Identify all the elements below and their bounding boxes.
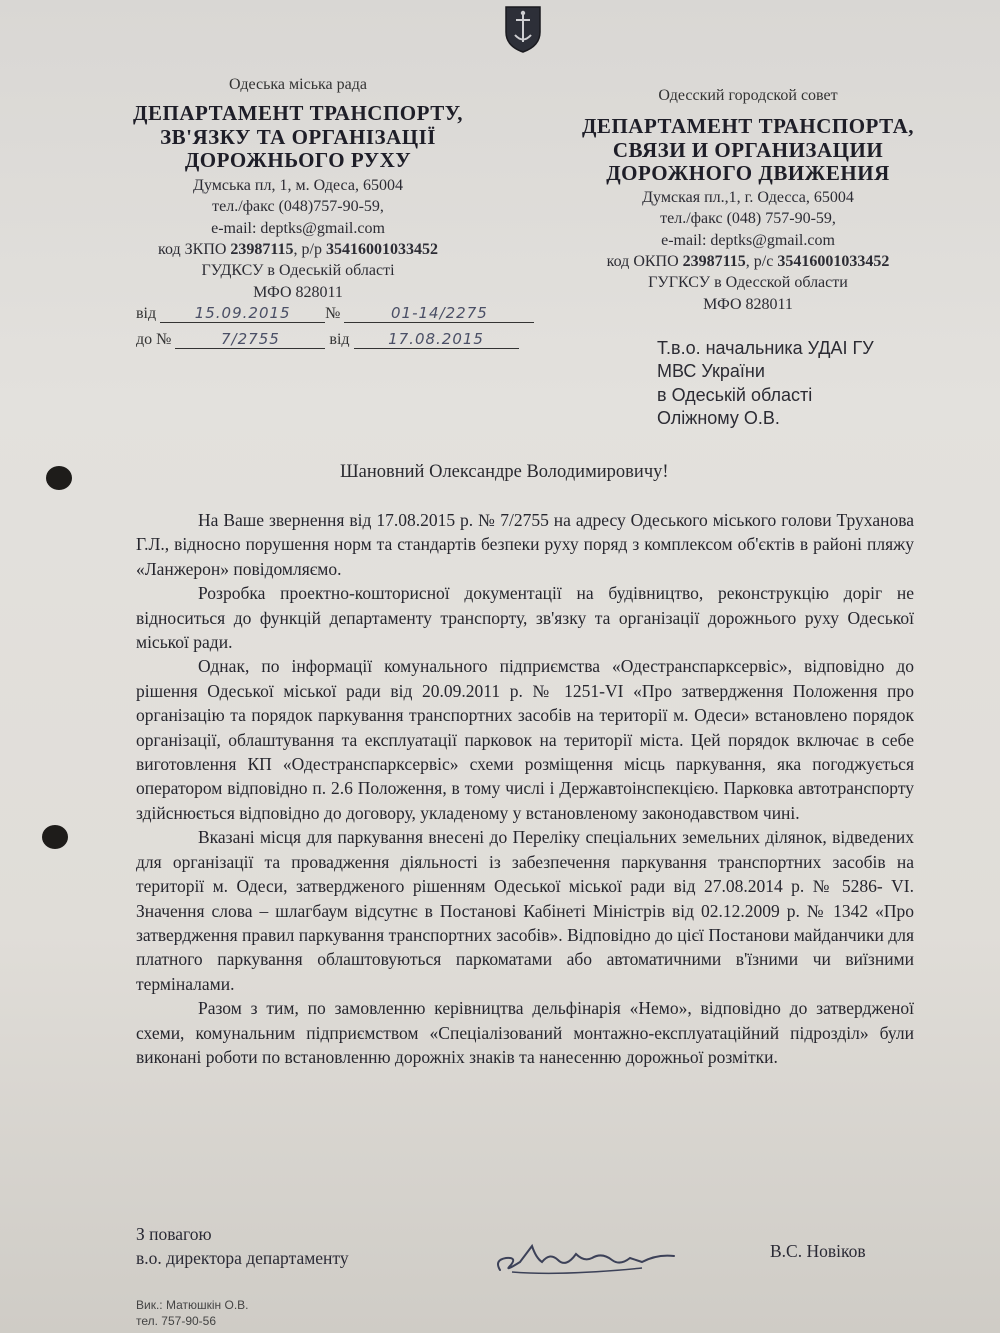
header-right bbox=[568, 86, 928, 315]
mfo: МФО 828011 bbox=[703, 295, 793, 313]
bank-codes: код ОКПО 23987115, р/с 35416001033452 bbox=[606, 253, 890, 271]
signer-position: в.о. директора департаменту bbox=[136, 1248, 349, 1268]
department-name-uk: ДЕПАРТАМЕНТ ТРАНСПОРТУ, ЗВ'ЯЗКУ ТА ОРГАНІЗАЦІЇ ДОРОЖНЬОГО РУХУ bbox=[133, 101, 463, 173]
punch-hole-bottom bbox=[42, 825, 68, 849]
incoming-reference: до № 7/2755 від 17.08.2015 bbox=[136, 330, 519, 349]
mfo: МФО 828011 bbox=[253, 283, 343, 301]
outgoing-reference: від 15.09.2015 № 01-14/2275 bbox=[136, 304, 534, 323]
header-left bbox=[110, 75, 486, 303]
council-name-uk: Одеська міська рада bbox=[229, 76, 367, 93]
odesa-coat-of-arms-icon bbox=[503, 4, 543, 54]
phone: тел./факс (048)757-90-59, bbox=[212, 198, 384, 216]
handwritten-signature bbox=[492, 1232, 682, 1282]
phone: тел./факс (048) 757-90-59, bbox=[660, 210, 836, 228]
email: e-mail: deptks@gmail.com bbox=[661, 231, 835, 249]
address: Думская пл.,1, г. Одесса, 65004 bbox=[642, 188, 854, 206]
department-name-ru: ДЕПАРТАМЕНТ ТРАНСПОРТА, СВЯЗИ И ОРГАНИЗАЦИИ ДОРОЖНОГО ДВИЖЕНИЯ bbox=[581, 114, 915, 186]
closing-block bbox=[136, 1222, 349, 1270]
outgoing-date-handwritten: 15.09.2015 bbox=[160, 304, 325, 323]
address: Думська пл, 1, м. Одеса, 65004 bbox=[193, 176, 403, 194]
contacts-ru bbox=[568, 187, 928, 316]
executor-name: Вик.: Матюшкін О.В. bbox=[136, 1298, 249, 1312]
paragraph: Розробка проектно-кошторисної документації на будівництво, реконструкцію доріг не відноситься до функцій департаменту транспорту, зв'язку та організації дорожнього руху Одеської міської ради. bbox=[136, 583, 914, 653]
paragraph: Однак, по інформації комунального підприємства «Одестранспарксервіс», відповідно до рішення Одеської міської ради від 20.09.2011 р. № 1251-VI «Про затвердження Положення про організацію та порядок паркування транспортних засобів на території м. Одеси» встановлено порядок організації, облаштування та експлуатації парковок на території міста. Цей порядок включає в себе виготовлення КП «Одестранспарксервіс» схеми розміщення місць паркування, яка погоджується оператором відповідно п. 2.6 Положення, в тому числі і Державтоінспекцією. Парковка автотранспорту здійснюється відповідно до договору, укладеному у встановленому законодавством чині. bbox=[136, 656, 914, 823]
closing-regards: З повагою bbox=[136, 1224, 212, 1244]
letter-body bbox=[136, 508, 914, 1069]
executor-phone: тел. 757-90-56 bbox=[136, 1314, 217, 1328]
contacts-uk bbox=[110, 175, 486, 304]
paragraph: Вказані місця для паркування внесені до Переліку спеціальних земельних ділянок, відведених для організації та провадження діяльності із забезпечення паркування транспортних засобів на території м. Одеси, затвердженого рішенням Одеської міської ради від 27.08.2014 р. № 5286- VI. Значення слова – шлагбаум відсутнє в Постанові Кабінеті Міністрів від 02.12.2009 р. № 1342 «Про затвердження правил паркування транспортних засобів». Відповідно до цієї Постанови майданчики для платного паркування облаштовуються паркоматами або автоматичними в'їзними чи виїзними терміналами. bbox=[136, 827, 914, 994]
treasury: ГУДКСУ в Одеській області bbox=[201, 262, 395, 280]
greeting: Шановний Олександре Володимировичу! bbox=[340, 462, 669, 482]
incoming-date-handwritten: 17.08.2015 bbox=[354, 330, 519, 349]
email: e-mail: deptks@gmail.com bbox=[211, 219, 385, 237]
paragraph: Разом з тим, по замовленню керівництва дельфінарія «Немо», відповідно до затвердженої схеми, комунальним підприємством «Спеціалізований монтажно-експлуатаційний підрозділ» були виконані роботи по встановленню дорожніх знаків та нанесенню дорожньої розмітки. bbox=[136, 998, 914, 1067]
paragraph: На Ваше звернення від 17.08.2015 р. № 7/2755 на адресу Одеського міського голови Труханова Г.Л., відносно порушення норм та стандартів безпеки руху поряд з комплексом об'єктів в районі пляжу «Ланжерон» повідомляємо. bbox=[136, 510, 914, 579]
executor-block bbox=[136, 1297, 249, 1329]
bank-codes: код ЗКПО 23987115, р/р 35416001033452 bbox=[157, 241, 438, 259]
outgoing-number-handwritten: 01-14/2275 bbox=[344, 304, 534, 323]
treasury: ГУГКСУ в Одесской области bbox=[648, 274, 848, 292]
signer-name: В.С. Новіков bbox=[770, 1241, 866, 1261]
punch-hole-top bbox=[46, 466, 72, 490]
council-name-ru: Одесский городской совет bbox=[658, 87, 838, 104]
addressee-block: Т.в.о. начальника УДАІ ГУ МВС України в Одеській області Оліжному О.В. bbox=[657, 338, 874, 429]
incoming-number-handwritten: 7/2755 bbox=[175, 330, 325, 349]
